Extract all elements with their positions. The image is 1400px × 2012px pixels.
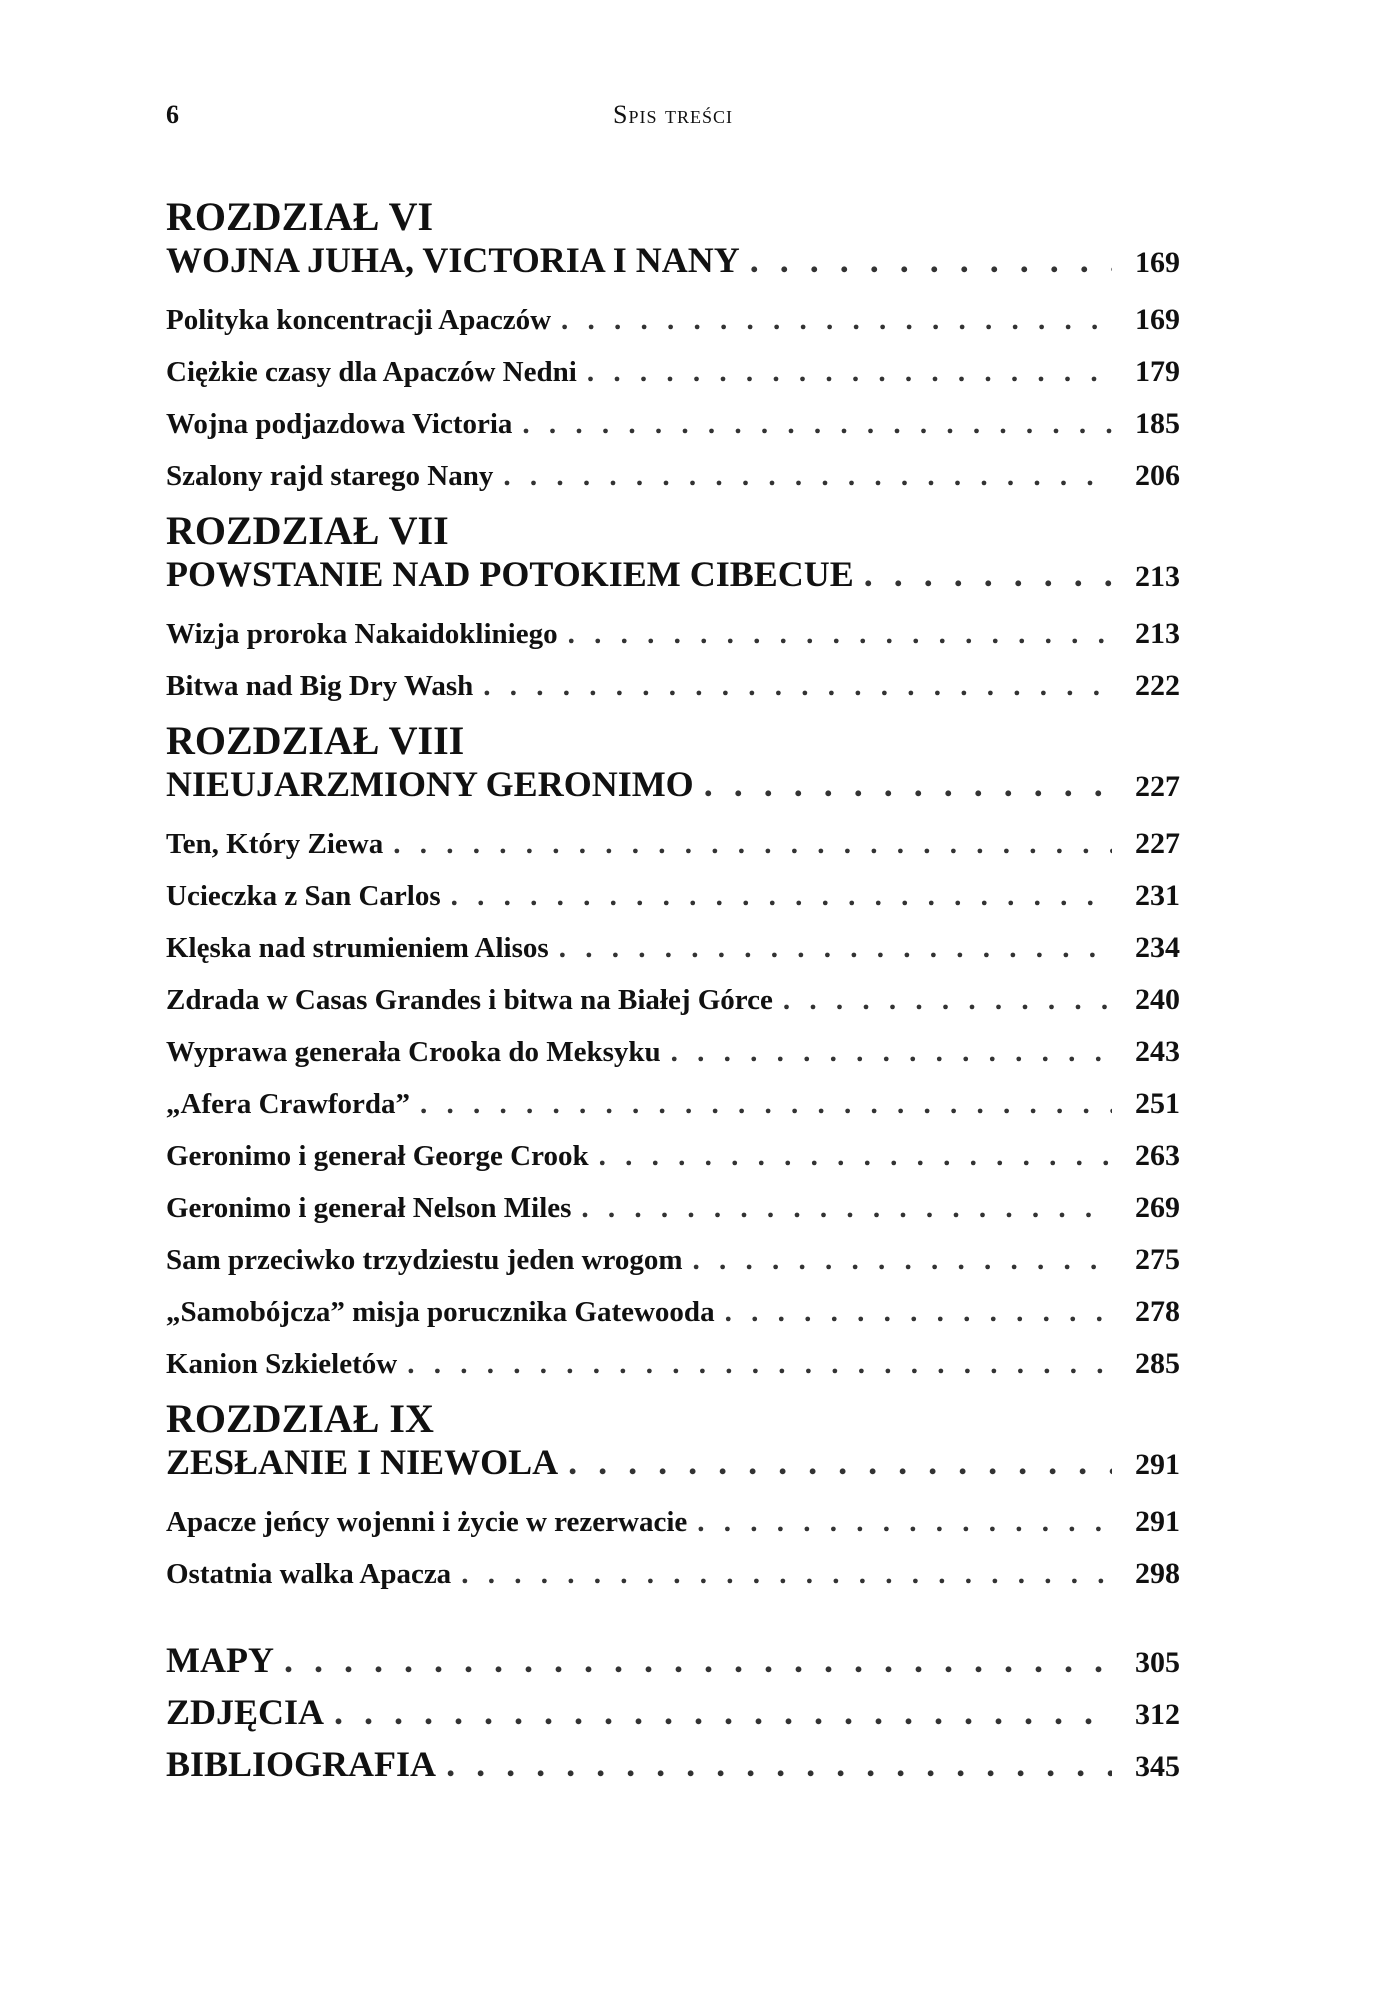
section-title: Apacze jeńcy wojenni i życie w rezerwacie: [166, 1506, 688, 1538]
chapter-title-row[interactable]: [166, 238, 1180, 282]
toc-entry[interactable]: [166, 974, 1180, 1026]
dot-leader: [750, 238, 1112, 282]
toc-entry[interactable]: [166, 1234, 1180, 1286]
section-title: Ostatnia walka Apacza: [166, 1558, 452, 1590]
chapter-title: ZESŁANIE I NIEWOLA: [166, 1442, 559, 1482]
chapter-title-row[interactable]: [166, 762, 1180, 806]
dot-leader: [864, 552, 1112, 596]
page-ref: 275: [1135, 1243, 1180, 1276]
toc-entry[interactable]: [166, 294, 1180, 346]
appendix-title: MAPY: [166, 1640, 274, 1680]
chapter-title: NIEUJARZMIONY GERONIMO: [166, 764, 694, 804]
dot-leader: [451, 870, 1112, 922]
toc-entry[interactable]: [166, 346, 1180, 398]
section-title: Kanion Szkieletów: [166, 1348, 398, 1380]
page-ref: 227: [1135, 827, 1180, 860]
chapter-title: POWSTANIE NAD POTOKIEM CIBECUE: [166, 554, 854, 594]
dot-leader: [587, 346, 1112, 398]
dot-leader: [559, 922, 1112, 974]
toc-entry[interactable]: [166, 450, 1180, 502]
section-title: Ciężkie czasy dla Apaczów Nedni: [166, 356, 577, 388]
section-title: Wizja proroka Nakaidokliniego: [166, 618, 558, 650]
section-title: Sam przeciwko trzydziestu jeden wrogom: [166, 1244, 683, 1276]
dot-leader: [446, 1738, 1112, 1790]
page-ref: 240: [1135, 983, 1180, 1016]
toc-entry[interactable]: [166, 922, 1180, 974]
page-ref: 345: [1135, 1750, 1180, 1783]
page-ref: 234: [1135, 931, 1180, 964]
dot-leader: [725, 1286, 1112, 1338]
chapter-number: ROZDZIAŁ VI: [166, 194, 434, 239]
chapter-9: [166, 1398, 1180, 1600]
page-ref: 213: [1135, 560, 1180, 593]
section-title: „Samobójcza” misja porucznika Gatewooda: [166, 1296, 715, 1328]
page-ref: 169: [1135, 246, 1180, 279]
page-ref: 222: [1135, 669, 1180, 702]
section-title: Bitwa nad Big Dry Wash: [166, 670, 474, 702]
toc-entry[interactable]: [166, 1078, 1180, 1130]
page-ref: 269: [1135, 1191, 1180, 1224]
page-ref: 227: [1135, 770, 1180, 803]
dot-leader: [693, 1234, 1112, 1286]
page-ref: 278: [1135, 1295, 1180, 1328]
running-head: Spis treści: [613, 100, 733, 129]
section-title: Klęska nad strumieniem Alisos: [166, 932, 549, 964]
dot-leader: [334, 1686, 1112, 1738]
dot-leader: [393, 818, 1112, 870]
dot-leader: [561, 294, 1112, 346]
dot-leader: [420, 1078, 1112, 1130]
dot-leader: [407, 1338, 1112, 1390]
toc-entry[interactable]: [166, 660, 1180, 712]
toc-entry[interactable]: [166, 1548, 1180, 1600]
appendices: [166, 1634, 1180, 1790]
page-ref: 291: [1135, 1448, 1180, 1481]
section-title: Zdrada w Casas Grandes i bitwa na Białej Górce: [166, 984, 773, 1016]
dot-leader: [568, 608, 1112, 660]
chapter-8: [166, 720, 1180, 1390]
page-ref: 298: [1135, 1557, 1180, 1590]
appendix-title: BIBLIOGRAFIA: [166, 1744, 437, 1784]
page-ref: 213: [1135, 617, 1180, 650]
dot-leader: [461, 1548, 1112, 1600]
page-ref: 169: [1135, 303, 1180, 336]
dot-leader: [671, 1026, 1112, 1078]
toc-entry[interactable]: [166, 1182, 1180, 1234]
toc-entry[interactable]: [166, 1130, 1180, 1182]
page-ref: 305: [1135, 1646, 1180, 1679]
page-ref: 285: [1135, 1347, 1180, 1380]
dot-leader: [503, 450, 1112, 502]
section-title: Geronimo i generał Nelson Miles: [166, 1192, 572, 1224]
chapter-7: [166, 510, 1180, 712]
page-header: [166, 100, 1180, 140]
chapter-number: ROZDZIAŁ VIII: [166, 718, 465, 763]
page-ref: 231: [1135, 879, 1180, 912]
dot-leader: [483, 660, 1112, 712]
page-ref: 312: [1135, 1698, 1180, 1731]
appendix-title: ZDJĘCIA: [166, 1692, 325, 1732]
page-ref: 185: [1135, 407, 1180, 440]
toc-entry[interactable]: [166, 608, 1180, 660]
page-ref: 243: [1135, 1035, 1180, 1068]
dot-leader: [568, 1440, 1112, 1484]
chapter-title-row[interactable]: [166, 1440, 1180, 1484]
appendix-entry-bibliography[interactable]: [166, 1738, 1180, 1790]
toc-entry[interactable]: [166, 398, 1180, 450]
chapter-title-row[interactable]: [166, 552, 1180, 596]
section-title: Geronimo i generał George Crook: [166, 1140, 589, 1172]
section-title: Szalony rajd starego Nany: [166, 460, 494, 492]
dot-leader: [522, 398, 1112, 450]
chapter-6: [166, 196, 1180, 502]
page-ref: 263: [1135, 1139, 1180, 1172]
chapter-number: ROZDZIAŁ VII: [166, 508, 449, 553]
page-ref: 251: [1135, 1087, 1180, 1120]
toc-entry[interactable]: [166, 1496, 1180, 1548]
section-title: Wyprawa generała Crooka do Meksyku: [166, 1036, 661, 1068]
toc-entry[interactable]: [166, 1338, 1180, 1390]
page-ref: 179: [1135, 355, 1180, 388]
appendix-entry-maps[interactable]: [166, 1634, 1180, 1686]
table-of-contents: [166, 196, 1180, 1790]
section-title: Ten, Który Ziewa: [166, 828, 384, 860]
section-title: Wojna podjazdowa Victoria: [166, 408, 513, 440]
page-ref: 206: [1135, 459, 1180, 492]
dot-leader: [284, 1634, 1112, 1686]
section-title: Ucieczka z San Carlos: [166, 880, 441, 912]
page-ref: 291: [1135, 1505, 1180, 1538]
toc-entry[interactable]: [166, 870, 1180, 922]
dot-leader: [581, 1182, 1112, 1234]
appendix-entry-photos[interactable]: [166, 1686, 1180, 1738]
section-title: „Afera Crawforda”: [166, 1088, 411, 1120]
dot-leader: [697, 1496, 1112, 1548]
toc-entry[interactable]: [166, 818, 1180, 870]
toc-entry[interactable]: [166, 1026, 1180, 1078]
dot-leader: [704, 762, 1112, 806]
toc-entry[interactable]: [166, 1286, 1180, 1338]
chapter-title: WOJNA JUHA, VICTORIA I NANY: [166, 240, 740, 280]
dot-leader: [599, 1130, 1112, 1182]
chapter-number: ROZDZIAŁ IX: [166, 1396, 434, 1441]
section-title: Polityka koncentracji Apaczów: [166, 304, 552, 336]
page-number: 6: [166, 100, 179, 129]
dot-leader: [783, 974, 1112, 1026]
